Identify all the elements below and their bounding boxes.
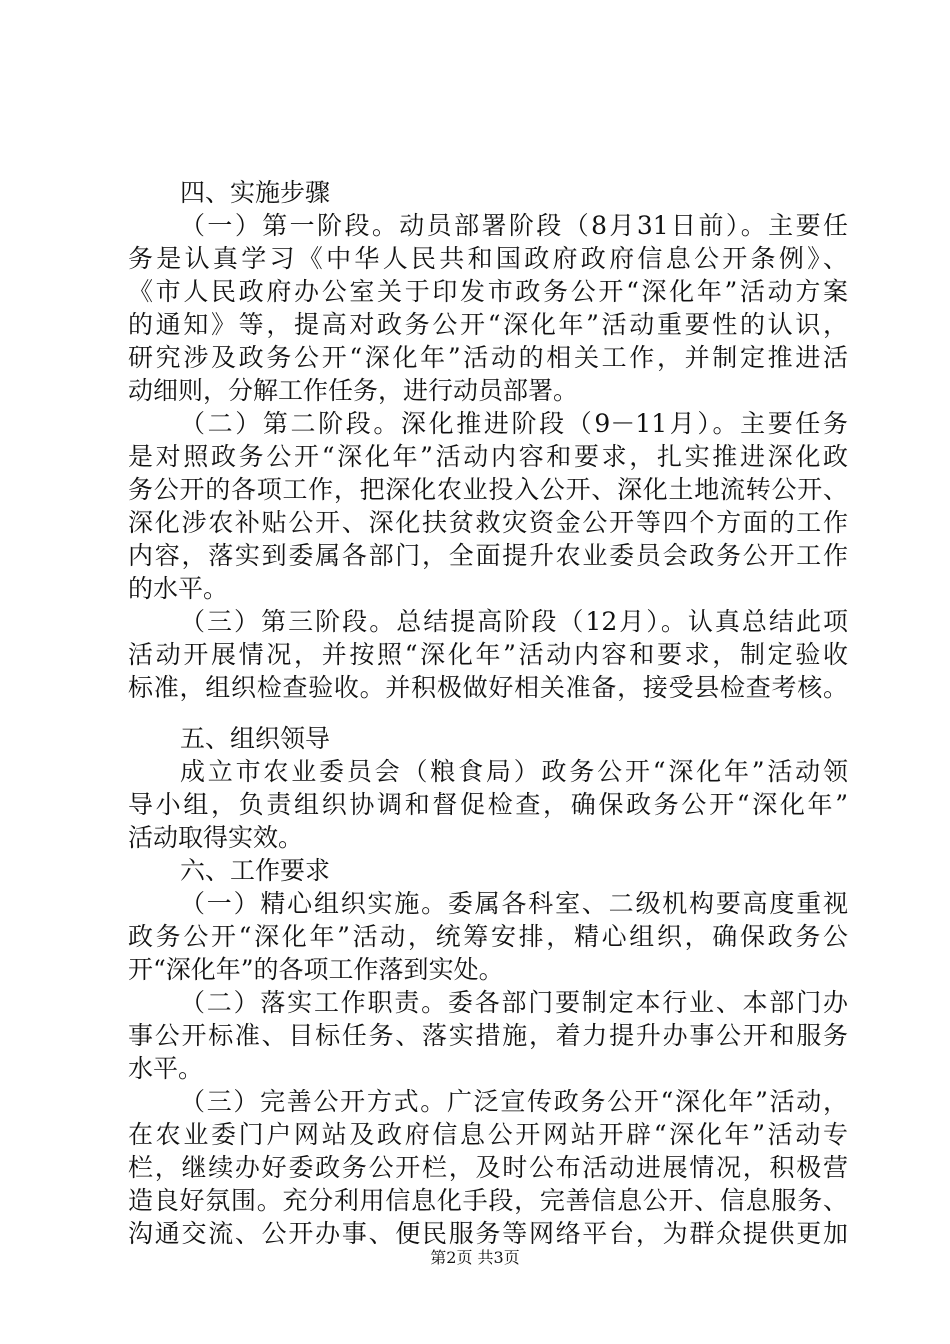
paragraph-line: 开“深化年”的各项工作落到实处。 [128, 955, 504, 984]
section-heading-leadership: 五、组织领导 [180, 724, 331, 753]
paragraph-line: 务是认真学习《中华人民共和国政府政府信息公开条例》、 [128, 244, 848, 273]
section-heading-requirements: 六、工作要求 [180, 856, 331, 885]
paragraph-line: 导小组，负责组织协调和督促检查，确保政务公开“深化年” [128, 790, 848, 819]
paragraph-line: （三）完善公开方式。广泛宣传政务公开“深化年”活动， [180, 1087, 848, 1116]
paragraph-line: 动细则，分解工作任务，进行动员部署。 [128, 376, 579, 405]
paragraph-line: 深化涉农补贴公开、深化扶贫救灾资金公开等四个方面的工作 [128, 508, 848, 537]
paragraph-line: 事公开标准、目标任务、落实措施，着力提升办事公开和服务 [128, 1021, 848, 1050]
paragraph-line: （三）第三阶段。总结提高阶段（12月）。认真总结此项 [180, 607, 848, 636]
paragraph-line: 在农业委门户网站及政府信息公开网站开辟“深化年”活动专 [128, 1120, 848, 1149]
paragraph-line: 栏，继续办好委政务公开栏，及时公布活动进展情况，积极营 [128, 1153, 848, 1182]
paragraph-line: （一）第一阶段。动员部署阶段（8月31日前）。主要任 [180, 211, 848, 240]
paragraph-line: 成立市农业委员会（粮食局）政务公开“深化年”活动领 [180, 757, 848, 786]
paragraph-line: 是对照政务公开“深化年”活动内容和要求，扎实推进深化政 [128, 442, 848, 471]
section-heading-steps: 四、实施步骤 [180, 178, 331, 207]
paragraph-line: 的水平。 [128, 574, 229, 603]
paragraph-line: 标准，组织检查验收。并积极做好相关准备，接受县检查考核。 [128, 673, 848, 702]
paragraph-line: 政务公开“深化年”活动，统筹安排，精心组织，确保政务公 [128, 922, 848, 951]
paragraph-line: 《市人民政府办公室关于印发市政务公开“深化年”活动方案 [128, 277, 848, 306]
paragraph-line: 的通知》等，提高对政务公开“深化年”活动重要性的认识， [128, 310, 848, 339]
paragraph-line: （二）第二阶段。深化推进阶段（9－11月）。主要任务 [180, 409, 848, 438]
paragraph-line: 沟通交流、公开办事、便民服务等网络平台，为群众提供更加 [128, 1219, 848, 1248]
page-footer: 第2页 共3页 [430, 1248, 520, 1267]
paragraph-line: 研究涉及政务公开“深化年”活动的相关工作，并制定推进活 [128, 343, 848, 372]
paragraph-line: 活动开展情况，并按照“深化年”活动内容和要求，制定验收 [128, 640, 848, 669]
paragraph-line: （二）落实工作职责。委各部门要制定本行业、本部门办 [180, 988, 848, 1017]
paragraph-line: （一）精心组织实施。委属各科室、二级机构要高度重视 [180, 889, 848, 918]
paragraph-line: 务公开的各项工作，把深化农业投入公开、深化土地流转公开、 [128, 475, 848, 504]
paragraph-line: 水平。 [128, 1054, 204, 1083]
paragraph-line: 活动取得实效。 [128, 823, 304, 852]
paragraph-line: 造良好氛围。充分利用信息化手段，完善信息公开、信息服务、 [128, 1186, 848, 1215]
paragraph-line: 内容，落实到委属各部门，全面提升农业委员会政务公开工作 [128, 541, 848, 570]
